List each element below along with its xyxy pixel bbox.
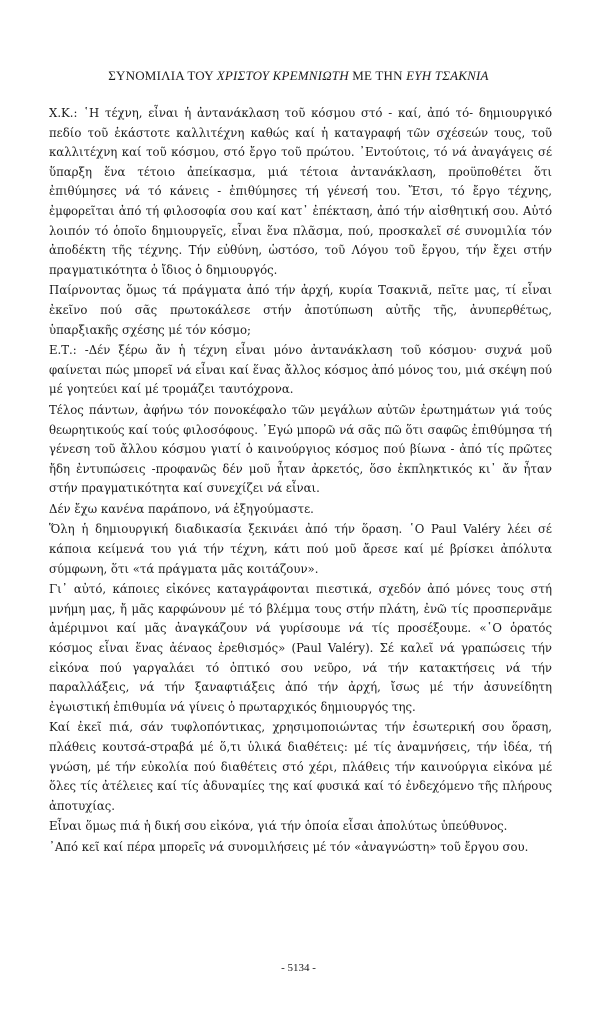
title-prefix: ΣΥΝΟΜΙΛΙΑ ΤΟΥ	[108, 68, 217, 83]
paragraph-3: Ε.Τ.: -Δέν ξέρω ἄν ἡ τέχνη εἶναι μόνο ἀντανάκλαση τοῦ κόσμου· συχνά μοῦ φαίνεται πώς μπορεῖ νά εἶναι καί ἕνας ἄλλος κόσμος ἀπό μόνος του, μιά σκέψη πού μέ γοητεύει καί μέ τρομάζει ταυτόχρονα.	[49, 343, 552, 397]
paragraph-9: Εἶναι ὅμως πιά ἡ δική σου εἰκόνα, γιά τήν ὁποία εἶσαι ἀπολύτως ὑπεύθυνος.	[49, 819, 508, 834]
paragraph-7: Γι᾿ αὐτό, κάποιες εἰκόνες καταγράφονται πιεστικά, σχεδόν ἀπό μόνες τους στή μνήμη μας, ἤ μᾶς καρφώνουν μέ τό βλέμμα τους στήν πλάτη, ἐνῶ τίς προσπερνᾶμε ἀμέριμνοι καί μᾶς ἀναγκάζουν νά γυρίσουμε νά τίς προσέξουμε. «῾Ο ὁρατός κόσμος εἶναι ἕνας ἀέναος ἐρεθισμός» (Paul Valéry). Σέ καλεῖ νά γραπώσεις τήν εἰκόνα πού γαργαλάει τό ὀπτικό σου νεῦρο, νά τήν κατακτήσεις νά τήν παραλλάξεις, νά τήν ξαναφτιάξεις ἀπό τήν ἀρχή, ἴσως μέ τήν ἀσυνείδητη ἐγωιστική ἐπιθυμία νά γίνεις ὁ πρωταρχικός δημιουργός της.	[49, 582, 552, 714]
title-name-kremniotis: ΧΡΙΣΤΟΥ ΚΡΕΜΝΙΩΤΗ	[216, 68, 349, 83]
page-number: - 5134 -	[281, 962, 316, 974]
page-title	[0, 68, 597, 84]
paragraph-2: Παίρνοντας ὅμως τά πράγματα ἀπό τήν ἀρχή, κυρία Τσακνιᾶ, πεῖτε μας, τί εἶναι ἐκεῖνο πού σᾶς πρωτοκάλεσε στήν ἀποτύπωση αὐτῆς τῆς, ἀνυπερθέτως, ὑπαρξιακῆς σχέσης μέ τόν κόσμο;	[49, 283, 552, 337]
paragraph-1: Χ.Κ.: ῾Η τέχνη, εἶναι ἡ ἀντανάκλαση τοῦ κόσμου στό - καί, ἀπό τό- δημιουργικό πεδίο τοῦ ἑκάστοτε καλλιτέχνη καθώς καί ἡ καταγραφή τῶν σχέσεών τους, τοῦ καλλιτέχνη καί τοῦ κόσμου, στό ἔργο τοῦ πρώτου. ᾿Εντούτοις, τό νά ἀναγάγεις σέ ὕπαρξη ἕνα τέτοιο ἀπείκασμα, μιά τέτοια ἀντανάκλαση, προϋποθέτει ὅτι ἐπιθύμησες νά τό κάνεις - ἐπιθύμησες τή γένεσή του. Ἔτσι, τό ἔργο τέχνης, ἐμφορεῖται ἀπό τή φιλοσοφία σου καί κατ᾿ ἐπέκταση, ἀπό τήν αἰσθητική σου. Αὐτό λοιπόν τό ὁποῖο δημιουργεῖς, εἶναι ἕνα πλᾶσμα, πού, προσκαλεῖ σέ συνομιλία τόν ἀποδέκτη τῆς τέχνης. Τήν εὐθύνη, ὡστόσο, τοῦ Λόγου τοῦ ἔργου, τήν ἔχει στήν πραγματικότητα ὁ ἴδιος ὁ δημιουργός.	[49, 106, 552, 277]
paragraph-4: Τέλος πάντων, ἀφήνω τόν πονοκέφαλο τῶν μεγάλων αὐτῶν ἐρωτημάτων γιά τούς θεωρητικούς καί τούς φιλοσόφους. ᾿Εγώ μπορῶ νά σᾶς πῶ ὅτι σαφῶς ἐπιθύμησα τή γένεση τοῦ ἄλλου κόσμου γιατί ὁ καινούργιος κόσμος πού βίωνα - ἀπό τίς πρῶτες ἤδη ἐντυπώσεις -προφανῶς δέν μοῦ ἦταν ἀρκετός, ὅσο ἐκπληκτικός κι᾿ ἄν ἦταν στήν πραγματικότητα καί συνεχίζει νά εἶναι.	[49, 402, 552, 496]
title-name-tsaknia: ΕΥΗ ΤΣΑΚΝΙΑ	[406, 68, 489, 83]
paragraph-8: Καί ἐκεῖ πιά, σάν τυφλοπόντικας, χρησιμοποιώντας τήν ἐσωτερική σου ὅραση, πλάθεις κουτσά-στραβά μέ ὅ,τι ὑλικά διαθέτεις: μέ τίς ἀναμνήσεις, τήν ἰδέα, τή γνώση, μέ τήν εὐκολία πού διαθέτεις στό χέρι, πλάθεις τήν καινούργια εἰκόνα μέ ὅλες τίς ἀτέλειες καί τίς ἀδυναμίες της καί φυσικά καί τό ἐνδεχόμενο τῆς πλήρους ἀποτυχίας.	[49, 720, 552, 813]
title-middle: ΜΕ ΤΗΝ	[348, 68, 407, 83]
paragraph-5: Δέν ἔχω κανένα παράπονο, νά ἐξηγούμαστε.	[49, 501, 314, 516]
paragraph-6: Ὅλη ἡ δημιουργική διαδικασία ξεκινάει ἀπό τήν ὅραση. ῾Ο Paul Valéry λέει σέ κάποια κείμενά του γιά τήν τέχνη, κάτι πού μοῦ ἄρεσε καί μέ βρίσκει ἀπόλυτα σύμφωνη, ὅτι «τά πράγματα μᾶς κοιτάζουν».	[49, 522, 552, 576]
body-text	[49, 104, 552, 858]
paragraph-10: ᾿Από κεῖ καί πέρα μπορεῖς νά συνομιλήσεις μέ τόν «ἀναγνώστη» τοῦ ἔργου σου.	[49, 839, 529, 854]
